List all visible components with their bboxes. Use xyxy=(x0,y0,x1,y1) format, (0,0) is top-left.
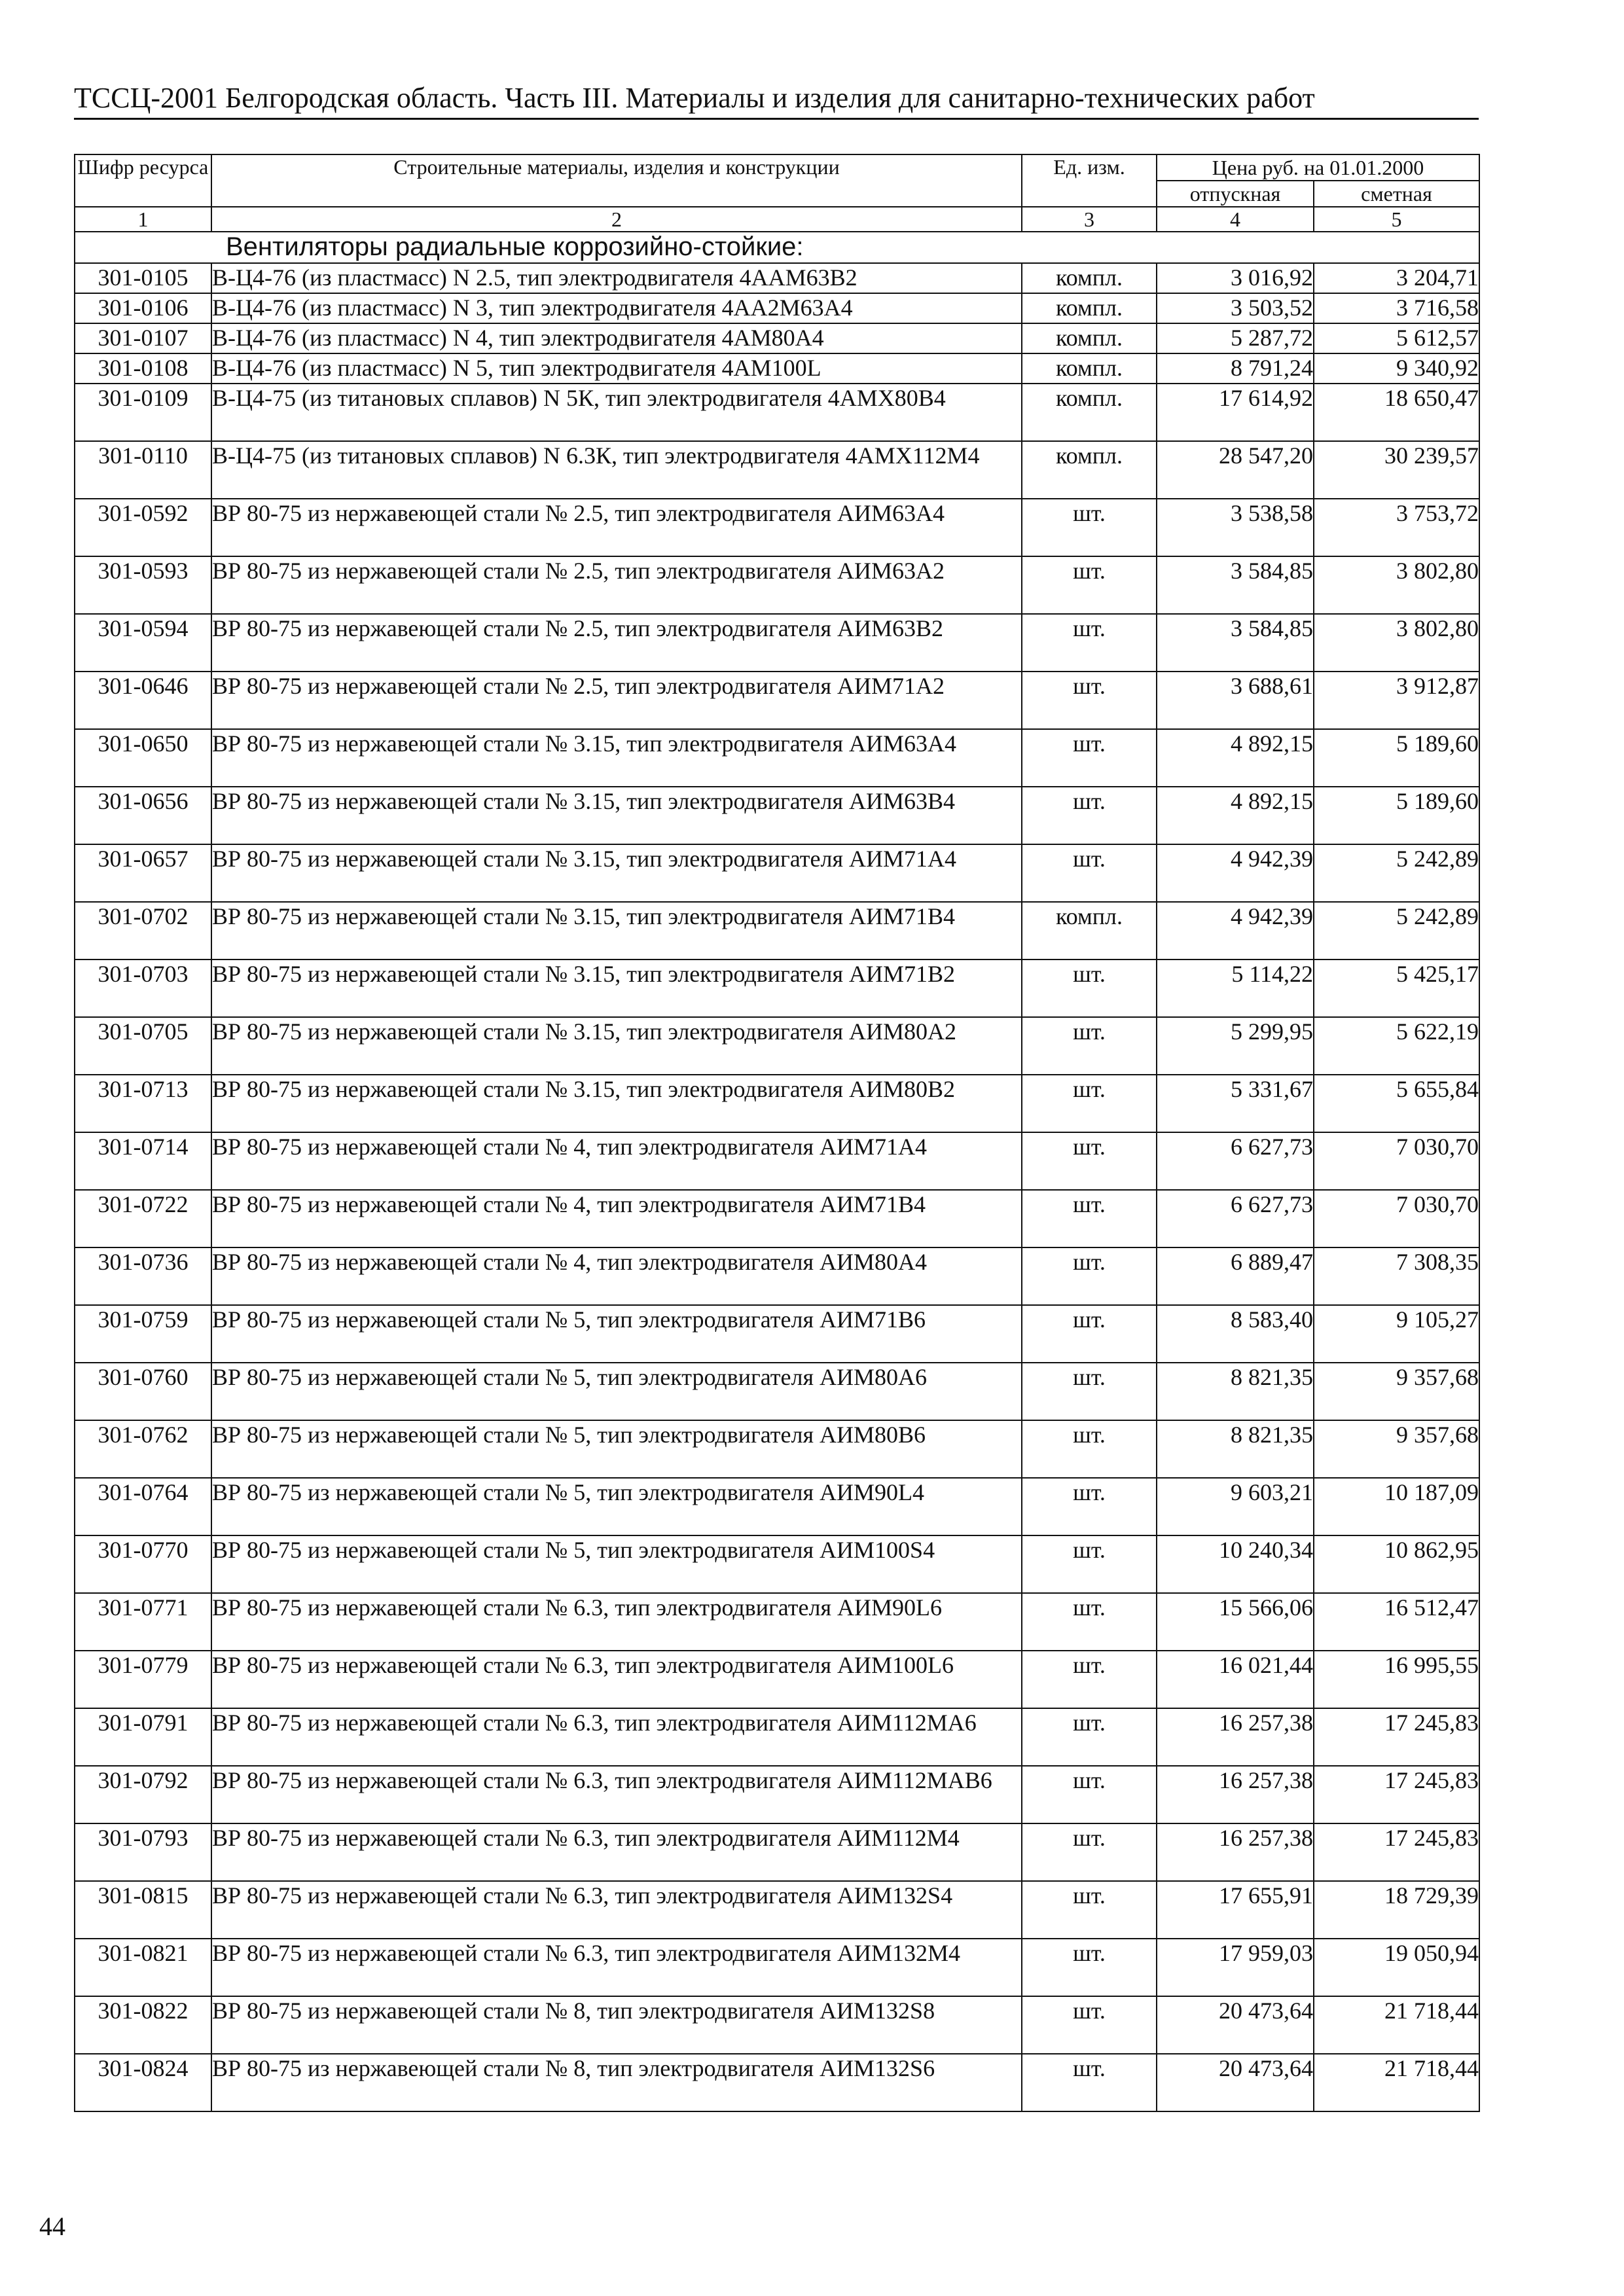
row-unit: шт. xyxy=(1022,1247,1157,1305)
row-code: 301-0779 xyxy=(75,1651,211,1708)
row-unit: шт. xyxy=(1022,1881,1157,1939)
row-estimate-price: 18 650,47 xyxy=(1314,384,1479,441)
table-row xyxy=(75,614,1479,672)
column-header-code: Шифр ресурса xyxy=(75,154,211,207)
table-row xyxy=(75,1823,1479,1881)
row-release-price: 3 584,85 xyxy=(1157,614,1314,672)
table-row xyxy=(75,1478,1479,1535)
row-name xyxy=(211,1363,1022,1420)
row-estimate-price: 21 718,44 xyxy=(1314,2054,1479,2111)
table-row xyxy=(75,902,1479,960)
row-name-text: ВР 80-75 из нержавеющей стали № 3.15, тип электродвигателя АИМ71А4 xyxy=(212,846,957,872)
row-name xyxy=(211,1593,1022,1651)
row-name xyxy=(211,293,1022,323)
column-number: 1 xyxy=(75,207,211,232)
row-estimate-price: 3 204,71 xyxy=(1314,263,1479,293)
row-unit: шт. xyxy=(1022,1593,1157,1651)
table-row xyxy=(75,556,1479,614)
row-name-text: ВР 80-75 из нержавеющей стали № 5, тип электродвигателя АИМ71В6 xyxy=(212,1306,926,1333)
row-code: 301-0105 xyxy=(75,263,211,293)
row-release-price: 16 257,38 xyxy=(1157,1766,1314,1823)
row-unit: шт. xyxy=(1022,499,1157,556)
row-unit: шт. xyxy=(1022,2054,1157,2111)
row-name-text: ВР 80-75 из нержавеющей стали № 5, тип электродвигателя АИМ80В6 xyxy=(212,1422,926,1448)
row-code: 301-0722 xyxy=(75,1190,211,1247)
row-release-price: 10 240,34 xyxy=(1157,1535,1314,1593)
row-name xyxy=(211,1823,1022,1881)
table-row xyxy=(75,1651,1479,1708)
row-name-text: ВР 80-75 из нержавеющей стали № 3.15, тип электродвигателя АИМ63В4 xyxy=(212,788,956,814)
row-release-price: 17 614,92 xyxy=(1157,384,1314,441)
row-code: 301-0770 xyxy=(75,1535,211,1593)
row-unit: шт. xyxy=(1022,1132,1157,1190)
row-unit: шт. xyxy=(1022,1708,1157,1766)
row-name xyxy=(211,729,1022,787)
column-header-unit: Ед. изм. xyxy=(1022,154,1157,207)
row-name-text: ВР 80-75 из нержавеющей стали № 8, тип электродвигателя АИМ132S6 xyxy=(212,2055,935,2081)
row-code: 301-0110 xyxy=(75,441,211,499)
row-estimate-price: 3 802,80 xyxy=(1314,556,1479,614)
row-release-price: 3 016,92 xyxy=(1157,263,1314,293)
row-unit: шт. xyxy=(1022,1190,1157,1247)
row-code: 301-0764 xyxy=(75,1478,211,1535)
row-release-price: 3 503,52 xyxy=(1157,293,1314,323)
row-code: 301-0713 xyxy=(75,1075,211,1132)
table-row xyxy=(75,1593,1479,1651)
row-name xyxy=(211,556,1022,614)
row-name-text: ВР 80-75 из нержавеющей стали № 2.5, тип электродвигателя АИМ63В2 xyxy=(212,615,944,641)
row-estimate-price: 5 242,89 xyxy=(1314,902,1479,960)
row-unit: компл. xyxy=(1022,263,1157,293)
group-row xyxy=(75,232,1479,263)
row-release-price: 8 583,40 xyxy=(1157,1305,1314,1363)
table-row xyxy=(75,263,1479,293)
row-release-price: 20 473,64 xyxy=(1157,1996,1314,2054)
table-row xyxy=(75,1190,1479,1247)
table-row xyxy=(75,1708,1479,1766)
row-unit: компл. xyxy=(1022,902,1157,960)
table-row xyxy=(75,499,1479,556)
row-name xyxy=(211,1766,1022,1823)
row-code: 301-0736 xyxy=(75,1247,211,1305)
row-estimate-price: 5 622,19 xyxy=(1314,1017,1479,1075)
row-unit: шт. xyxy=(1022,1996,1157,2054)
row-unit: шт. xyxy=(1022,1478,1157,1535)
row-name xyxy=(211,441,1022,499)
row-estimate-price: 3 753,72 xyxy=(1314,499,1479,556)
price-table xyxy=(74,154,1480,2112)
row-unit: шт. xyxy=(1022,844,1157,902)
row-name-text: ВР 80-75 из нержавеющей стали № 3.15, тип электродвигателя АИМ80В2 xyxy=(212,1076,956,1102)
row-unit: шт. xyxy=(1022,556,1157,614)
table-row xyxy=(75,729,1479,787)
row-name xyxy=(211,1535,1022,1593)
row-code: 301-0657 xyxy=(75,844,211,902)
table-row xyxy=(75,1247,1479,1305)
row-estimate-price: 16 995,55 xyxy=(1314,1651,1479,1708)
row-code: 301-0822 xyxy=(75,1996,211,2054)
row-name-text: В-Ц4-75 (из титановых сплавов) N 6.3К, тип электродвигателя 4АМХ112М4 xyxy=(212,442,980,469)
row-unit: шт. xyxy=(1022,672,1157,729)
page-header-title: ТССЦ-2001 Белгородская область. Часть III. Материалы и изделия для санитарно-технических работ xyxy=(74,82,1315,114)
row-name xyxy=(211,1478,1022,1535)
table-body xyxy=(75,207,1479,2111)
table-row xyxy=(75,323,1479,353)
row-estimate-price: 5 612,57 xyxy=(1314,323,1479,353)
table-row xyxy=(75,1132,1479,1190)
row-release-price: 6 889,47 xyxy=(1157,1247,1314,1305)
table-row xyxy=(75,1363,1479,1420)
header-divider xyxy=(74,118,1479,120)
row-estimate-price: 3 802,80 xyxy=(1314,614,1479,672)
row-code: 301-0108 xyxy=(75,353,211,384)
row-unit: компл. xyxy=(1022,384,1157,441)
row-name xyxy=(211,499,1022,556)
row-name-text: ВР 80-75 из нержавеющей стали № 5, тип электродвигателя АИМ90L4 xyxy=(212,1479,925,1505)
row-name-text: ВР 80-75 из нержавеющей стали № 6.3, тип электродвигателя АИМ132М4 xyxy=(212,1940,961,1966)
row-name-text: ВР 80-75 из нержавеющей стали № 5, тип электродвигателя АИМ100S4 xyxy=(212,1537,935,1563)
row-name xyxy=(211,960,1022,1017)
row-code: 301-0703 xyxy=(75,960,211,1017)
row-name xyxy=(211,614,1022,672)
row-name-text: В-Ц4-76 (из пластмасс) N 5, тип электродвигателя 4АМ100L xyxy=(212,355,821,381)
table-row xyxy=(75,787,1479,844)
row-name xyxy=(211,2054,1022,2111)
row-estimate-price: 5 189,60 xyxy=(1314,787,1479,844)
row-unit: шт. xyxy=(1022,729,1157,787)
row-unit: шт. xyxy=(1022,1017,1157,1075)
row-name-text: В-Ц4-75 (из титановых сплавов) N 5К, тип электродвигателя 4АМХ80В4 xyxy=(212,385,946,411)
row-code: 301-0702 xyxy=(75,902,211,960)
row-code: 301-0656 xyxy=(75,787,211,844)
row-code: 301-0771 xyxy=(75,1593,211,1651)
row-name xyxy=(211,384,1022,441)
table-row xyxy=(75,960,1479,1017)
column-header-estimate-price: сметная xyxy=(1314,181,1479,207)
table-row xyxy=(75,1075,1479,1132)
table-row xyxy=(75,2054,1479,2111)
table-row xyxy=(75,1766,1479,1823)
row-name-text: В-Ц4-76 (из пластмасс) N 2.5, тип электродвигателя 4ААМ63В2 xyxy=(212,264,857,291)
row-name-text: ВР 80-75 из нержавеющей стали № 4, тип электродвигателя АИМ71А4 xyxy=(212,1134,928,1160)
row-code: 301-0106 xyxy=(75,293,211,323)
row-release-price: 8 821,35 xyxy=(1157,1420,1314,1478)
row-name xyxy=(211,1075,1022,1132)
row-release-price: 3 584,85 xyxy=(1157,556,1314,614)
table-row xyxy=(75,293,1479,323)
row-estimate-price: 9 357,68 xyxy=(1314,1420,1479,1478)
row-estimate-price: 16 512,47 xyxy=(1314,1593,1479,1651)
row-release-price: 5 287,72 xyxy=(1157,323,1314,353)
row-code: 301-0594 xyxy=(75,614,211,672)
row-estimate-price: 21 718,44 xyxy=(1314,1996,1479,2054)
row-unit: шт. xyxy=(1022,1305,1157,1363)
row-release-price: 5 299,95 xyxy=(1157,1017,1314,1075)
row-unit: шт. xyxy=(1022,1766,1157,1823)
row-estimate-price: 10 187,09 xyxy=(1314,1478,1479,1535)
table-row xyxy=(75,1305,1479,1363)
column-number: 4 xyxy=(1157,207,1314,232)
table-row xyxy=(75,353,1479,384)
row-name xyxy=(211,902,1022,960)
row-name-text: ВР 80-75 из нержавеющей стали № 2.5, тип электродвигателя АИМ71А2 xyxy=(212,673,945,699)
row-unit: компл. xyxy=(1022,353,1157,384)
row-name-text: ВР 80-75 из нержавеющей стали № 6.3, тип электродвигателя АИМ112МАВ6 xyxy=(212,1767,992,1793)
row-code: 301-0791 xyxy=(75,1708,211,1766)
row-name-text: ВР 80-75 из нержавеющей стали № 8, тип электродвигателя АИМ132S8 xyxy=(212,1998,935,2024)
row-release-price: 17 959,03 xyxy=(1157,1939,1314,1996)
table-row xyxy=(75,1996,1479,2054)
row-release-price: 5 114,22 xyxy=(1157,960,1314,1017)
row-estimate-price: 30 239,57 xyxy=(1314,441,1479,499)
row-unit: шт. xyxy=(1022,1420,1157,1478)
group-title: Вентиляторы радиальные коррозийно-стойкие: xyxy=(75,232,1479,263)
table-row xyxy=(75,1017,1479,1075)
column-header-release-price: отпускная xyxy=(1157,181,1314,207)
row-name xyxy=(211,1708,1022,1766)
row-name xyxy=(211,1420,1022,1478)
row-name-text: ВР 80-75 из нержавеющей стали № 2.5, тип электродвигателя АИМ63А2 xyxy=(212,558,945,584)
column-number: 3 xyxy=(1022,207,1157,232)
row-unit: шт. xyxy=(1022,1823,1157,1881)
row-code: 301-0714 xyxy=(75,1132,211,1190)
row-name-text: ВР 80-75 из нержавеющей стали № 6.3, тип электродвигателя АИМ100L6 xyxy=(212,1652,954,1678)
row-estimate-price: 10 862,95 xyxy=(1314,1535,1479,1593)
row-release-price: 6 627,73 xyxy=(1157,1190,1314,1247)
row-estimate-price: 9 105,27 xyxy=(1314,1305,1479,1363)
row-estimate-price: 17 245,83 xyxy=(1314,1766,1479,1823)
row-release-price: 16 257,38 xyxy=(1157,1823,1314,1881)
row-name-text: ВР 80-75 из нержавеющей стали № 5, тип электродвигателя АИМ80А6 xyxy=(212,1364,928,1390)
row-name xyxy=(211,672,1022,729)
row-estimate-price: 7 308,35 xyxy=(1314,1247,1479,1305)
row-name xyxy=(211,1996,1022,2054)
row-estimate-price: 17 245,83 xyxy=(1314,1708,1479,1766)
row-estimate-price: 19 050,94 xyxy=(1314,1939,1479,1996)
row-unit: компл. xyxy=(1022,293,1157,323)
column-number: 2 xyxy=(211,207,1022,232)
row-release-price: 5 331,67 xyxy=(1157,1075,1314,1132)
row-name-text: В-Ц4-76 (из пластмасс) N 3, тип электродвигателя 4АА2М63А4 xyxy=(212,295,853,321)
row-name xyxy=(211,323,1022,353)
row-unit: компл. xyxy=(1022,323,1157,353)
row-release-price: 3 688,61 xyxy=(1157,672,1314,729)
row-unit: шт. xyxy=(1022,960,1157,1017)
row-name-text: ВР 80-75 из нержавеющей стали № 4, тип электродвигателя АИМ80А4 xyxy=(212,1249,928,1275)
row-name-text: ВР 80-75 из нержавеющей стали № 6.3, тип электродвигателя АИМ112М4 xyxy=(212,1825,960,1851)
row-unit: шт. xyxy=(1022,614,1157,672)
table-row xyxy=(75,1535,1479,1593)
row-name xyxy=(211,844,1022,902)
row-name-text: ВР 80-75 из нержавеющей стали № 3.15, тип электродвигателя АИМ63А4 xyxy=(212,730,957,757)
row-name-text: ВР 80-75 из нержавеющей стали № 4, тип электродвигателя АИМ71В4 xyxy=(212,1191,926,1217)
table-row xyxy=(75,1939,1479,1996)
row-code: 301-0107 xyxy=(75,323,211,353)
row-name-text: ВР 80-75 из нержавеющей стали № 3.15, тип электродвигателя АИМ71В2 xyxy=(212,961,956,987)
table-row xyxy=(75,1420,1479,1478)
row-code: 301-0650 xyxy=(75,729,211,787)
row-release-price: 3 538,58 xyxy=(1157,499,1314,556)
row-name xyxy=(211,1305,1022,1363)
row-release-price: 8 791,24 xyxy=(1157,353,1314,384)
row-release-price: 28 547,20 xyxy=(1157,441,1314,499)
table-row xyxy=(75,844,1479,902)
row-unit: компл. xyxy=(1022,441,1157,499)
row-name xyxy=(211,1190,1022,1247)
row-name xyxy=(211,1881,1022,1939)
row-code: 301-0792 xyxy=(75,1766,211,1823)
row-unit: шт. xyxy=(1022,1075,1157,1132)
column-numbers-row xyxy=(75,207,1479,232)
row-code: 301-0759 xyxy=(75,1305,211,1363)
row-release-price: 6 627,73 xyxy=(1157,1132,1314,1190)
row-estimate-price: 7 030,70 xyxy=(1314,1190,1479,1247)
row-estimate-price: 9 340,92 xyxy=(1314,353,1479,384)
column-header-price-group: Цена руб. на 01.01.2000 xyxy=(1157,154,1479,181)
row-name-text: ВР 80-75 из нержавеющей стали № 2.5, тип электродвигателя АИМ63А4 xyxy=(212,500,945,526)
row-release-price: 20 473,64 xyxy=(1157,2054,1314,2111)
row-code: 301-0593 xyxy=(75,556,211,614)
row-unit: шт. xyxy=(1022,1651,1157,1708)
row-code: 301-0824 xyxy=(75,2054,211,2111)
row-code: 301-0592 xyxy=(75,499,211,556)
row-code: 301-0793 xyxy=(75,1823,211,1881)
row-estimate-price: 9 357,68 xyxy=(1314,1363,1479,1420)
row-code: 301-0821 xyxy=(75,1939,211,1996)
row-release-price: 9 603,21 xyxy=(1157,1478,1314,1535)
row-estimate-price: 18 729,39 xyxy=(1314,1881,1479,1939)
row-release-price: 16 257,38 xyxy=(1157,1708,1314,1766)
row-code: 301-0646 xyxy=(75,672,211,729)
row-name-text: ВР 80-75 из нержавеющей стали № 6.3, тип электродвигателя АИМ112МА6 xyxy=(212,1710,977,1736)
table-row xyxy=(75,672,1479,729)
row-release-price: 4 892,15 xyxy=(1157,787,1314,844)
row-estimate-price: 5 655,84 xyxy=(1314,1075,1479,1132)
row-code: 301-0815 xyxy=(75,1881,211,1939)
row-name xyxy=(211,353,1022,384)
row-code: 301-0109 xyxy=(75,384,211,441)
row-release-price: 4 942,39 xyxy=(1157,902,1314,960)
row-release-price: 17 655,91 xyxy=(1157,1881,1314,1939)
row-name-text: В-Ц4-76 (из пластмасс) N 4, тип электродвигателя 4АМ80А4 xyxy=(212,325,824,351)
row-estimate-price: 3 912,87 xyxy=(1314,672,1479,729)
row-unit: шт. xyxy=(1022,787,1157,844)
row-code: 301-0705 xyxy=(75,1017,211,1075)
table-row xyxy=(75,384,1479,441)
row-release-price: 16 021,44 xyxy=(1157,1651,1314,1708)
row-name xyxy=(211,1017,1022,1075)
row-release-price: 8 821,35 xyxy=(1157,1363,1314,1420)
row-unit: шт. xyxy=(1022,1939,1157,1996)
table-row xyxy=(75,441,1479,499)
row-name xyxy=(211,1651,1022,1708)
row-estimate-price: 17 245,83 xyxy=(1314,1823,1479,1881)
column-number: 5 xyxy=(1314,207,1479,232)
row-release-price: 4 892,15 xyxy=(1157,729,1314,787)
row-code: 301-0762 xyxy=(75,1420,211,1478)
row-release-price: 4 942,39 xyxy=(1157,844,1314,902)
row-estimate-price: 5 425,17 xyxy=(1314,960,1479,1017)
row-name xyxy=(211,1132,1022,1190)
row-unit: шт. xyxy=(1022,1535,1157,1593)
row-estimate-price: 7 030,70 xyxy=(1314,1132,1479,1190)
row-estimate-price: 5 189,60 xyxy=(1314,729,1479,787)
row-name xyxy=(211,1939,1022,1996)
row-name-text: ВР 80-75 из нержавеющей стали № 3.15, тип электродвигателя АИМ71В4 xyxy=(212,903,956,929)
row-name xyxy=(211,1247,1022,1305)
table-row xyxy=(75,1881,1479,1939)
row-estimate-price: 3 716,58 xyxy=(1314,293,1479,323)
row-name xyxy=(211,787,1022,844)
column-header-name: Строительные материалы, изделия и конструкции xyxy=(211,154,1022,207)
row-name-text: ВР 80-75 из нержавеющей стали № 6.3, тип электродвигателя АИМ132S4 xyxy=(212,1882,953,1909)
page-number: 44 xyxy=(39,2212,65,2241)
row-name-text: ВР 80-75 из нержавеющей стали № 3.15, тип электродвигателя АИМ80А2 xyxy=(212,1018,957,1045)
row-estimate-price: 5 242,89 xyxy=(1314,844,1479,902)
row-unit: шт. xyxy=(1022,1363,1157,1420)
row-release-price: 15 566,06 xyxy=(1157,1593,1314,1651)
row-code: 301-0760 xyxy=(75,1363,211,1420)
row-name xyxy=(211,263,1022,293)
row-name-text: ВР 80-75 из нержавеющей стали № 6.3, тип электродвигателя АИМ90L6 xyxy=(212,1594,943,1621)
